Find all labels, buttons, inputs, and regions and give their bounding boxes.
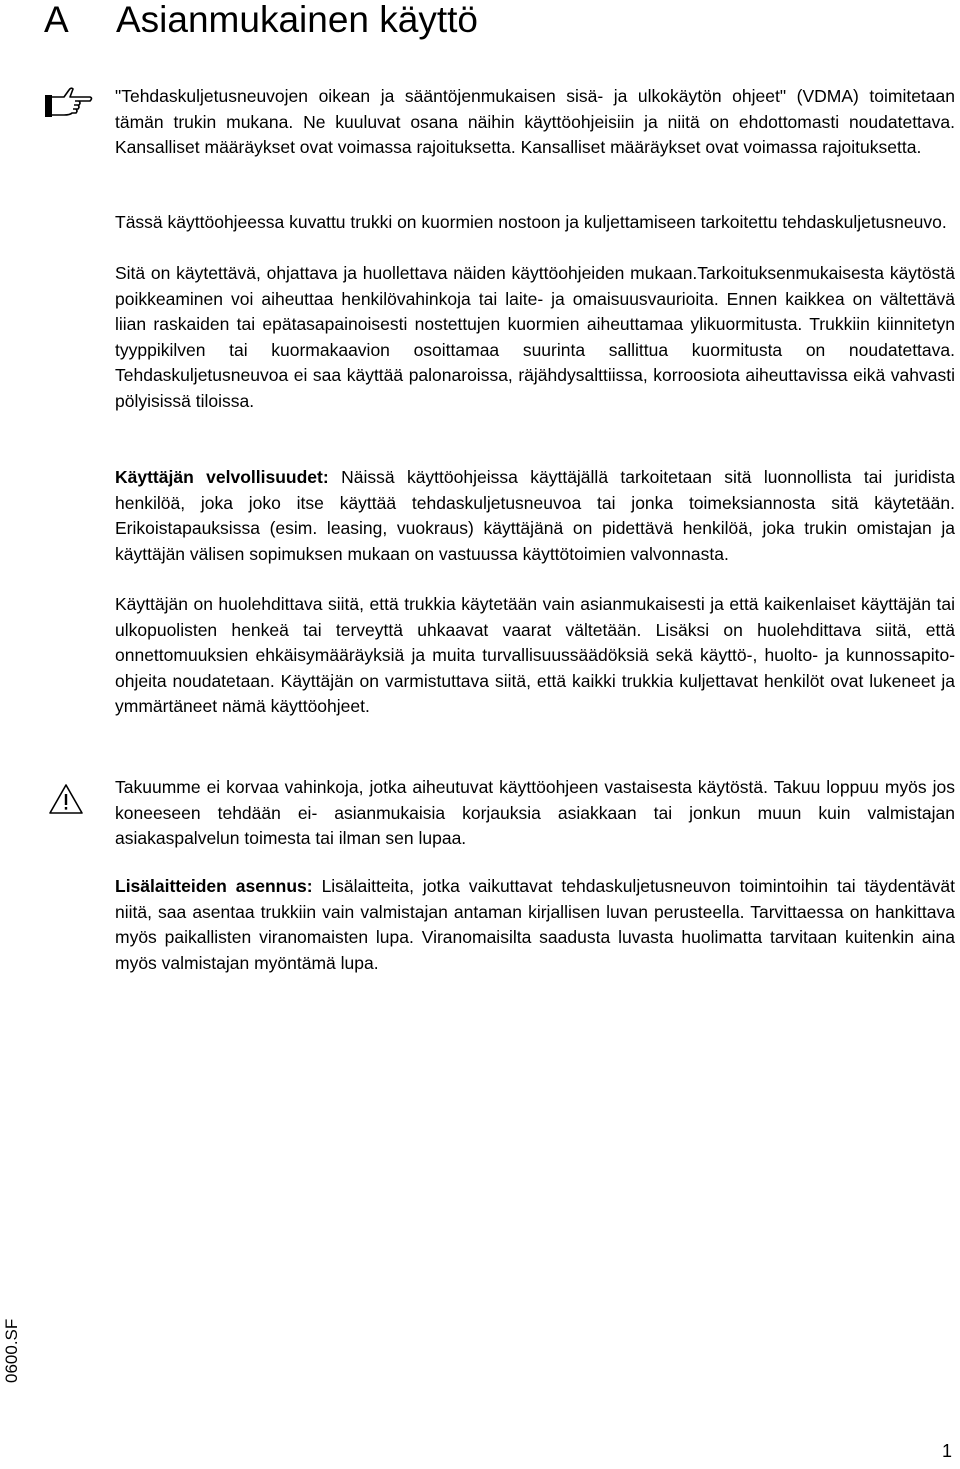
operator-duties-text: Näissä käyttöohjeissa käyttäjällä tarkoitetaan sitä luonnollista tai juridista henkilöä, joka joko itse käyttää tehdaskuljetusneuvoa tai jonka toimeksiannosta sitä käytetään. Erikoistapauksissa (esim. leasing, vuokraus) käyttäjänä on pidettävä henkilöä, joka trukin omistajan ja käyttäjän välisen sopimuksen mukaan on vastuussa käyttötoimien valvonnasta. xyxy=(115,467,955,564)
accessories-label: Lisälaitteiden asennus: xyxy=(115,876,313,896)
section-letter: A xyxy=(44,0,69,40)
page-number: 1 xyxy=(941,1441,952,1461)
intended-use-paragraph: Tässä käyttöohjeessa kuvattu trukki on kuormien nostoon ja kuljettamiseen tarkoitettu tehdaskuljetusneuvo. xyxy=(115,212,947,232)
usage-rules-paragraph: Sitä on käytettävä, ohjattava ja huollettava näiden käyttöohjeiden mukaan.Tarkoituksenmukaisesta käytöstä poikkeaminen voi aiheuttaa henkilövahinkoja tai laite- ja omaisuusvaurioita. Ennen kaikkea on vältettävä liian raskaiden tai epätasapainoisesti nostettujen kuormien aiheuttamaa ylikuormitusta. Trukkiin kiinnitetyn tyyppikilven tai kuormakaavion osoittamaa suurinta sallittua kuormitusta on noudatettava. Tehdaskuljetusneuvoa ei saa käyttää palonaroissa, räjähdysalttiissa, korroosiota aiheuttavissa eikä vahvasti pölyisissä tiloissa. xyxy=(115,263,955,411)
operator-duties-paragraph xyxy=(115,465,955,567)
accessories-paragraph xyxy=(115,874,955,976)
document-code: 0600.SF xyxy=(2,1318,21,1383)
accessories-text: Lisälaitteita, jotka vaikuttavat tehdaskuljetusneuvon toimintoihin tai täydentävät niitä, saa asentaa trukkiin vain valmistajan antaman kirjallisen luvan perusteella. Tarvittaessa on hankittava myös paikallisten viranomaisten lupa. Viranomaisilta saadusta luvasta huolimatta tarvitaan kuitenkin aina myös valmistajan myöntämä lupa. xyxy=(115,876,955,973)
warranty-paragraph: Takuumme ei korvaa vahinkoja, jotka aiheutuvat käyttöohjeen vastaisesta käytöstä. Takuu loppuu myös jos koneeseen tehdään ei- asianmukaisia korjauksia asiakkaan tai jonkun muun kuin valmistajan asiakaspalvelun toimesta tai ilman sen lupaa. xyxy=(115,777,955,848)
operator-duties-label: Käyttäjän velvollisuudet: xyxy=(115,467,329,487)
operator-responsibility-paragraph: Käyttäjän on huolehdittava siitä, että trukkia käytetään vain asianmukaisesti ja että kaikenlaiset käyttäjän tai ulkopuolisten henkeä tai terveyttä uhkaavat vaarat vältetään. Lisäksi on huolehdittava siitä, että onnettomuuksien ehkäisymääräyksiä ja muita turvallisuussäädöksiä sekä käyttö-, huolto- ja kunnossapito-ohjeita noudatetaan. Käyttäjän on varmistuttava siitä, että kaikki trukkia kuljettavat henkilöt ovat lukeneet ja ymmärtäneet nämä käyttöohjeet. xyxy=(115,594,955,716)
warning-triangle-icon xyxy=(48,783,84,815)
section-heading xyxy=(44,0,478,40)
vdma-paragraph: "Tehdaskuljetusneuvojen oikean ja sääntöjenmukaisen sisä- ja ulkokäytön ohjeet" (VDMA) toimitetaan tämän trukin mukana. Ne kuuluvat osana näihin käyttöohjeisiin ja niitä on ehdottomasti noudatettava. Kansalliset määräykset ovat voimassa rajoituksetta. Kansalliset määräykset ovat voimassa rajoituksetta. xyxy=(115,86,955,157)
section-title: Asianmukainen käyttö xyxy=(116,0,478,40)
pointing-hand-icon xyxy=(44,86,94,120)
